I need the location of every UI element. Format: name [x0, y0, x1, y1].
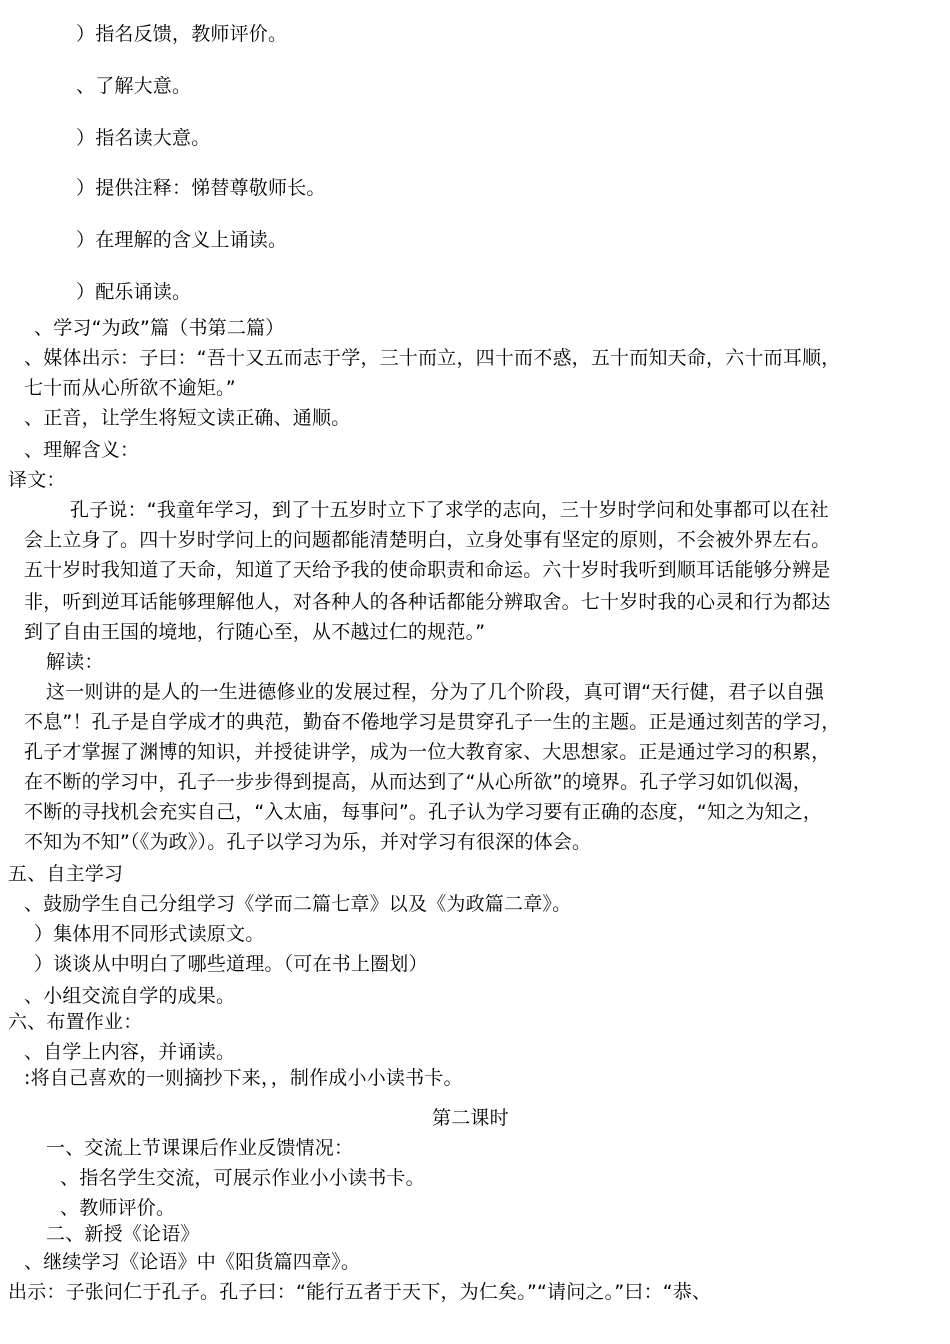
text-line: 孔子说：“我童年学习，到了十五岁时立下了求学的志向，三十岁时学问和处事都可以在社	[70, 499, 829, 521]
text-line: 、教师评价。	[60, 1197, 176, 1219]
text-line: ）指名读大意。	[76, 127, 211, 149]
section-heading: 一、交流上节课课后作业反馈情况：	[46, 1137, 354, 1159]
text-line: 在不断的学习中，孔子一步步得到提高，从而达到了“从心所欲”的境界。孔子学习如饥似渴，	[24, 771, 813, 793]
text-line: ）提供注释：悌替尊敬师长。	[76, 177, 326, 199]
text-line: 五十岁时我知道了天命，知道了天给予我的使命职责和命运。六十岁时我听到顺耳话能够分辨是	[24, 559, 831, 581]
text-line: 会上立身了。四十岁时学问上的问题都能清楚明白，立身处事有坚定的原则，不会被外界左右。	[24, 529, 831, 551]
text-line: 、正音，让学生将短文读正确、通顺。	[24, 407, 351, 429]
section-heading: 二、新授《论语》	[46, 1223, 200, 1245]
text-line: 不断的寻找机会充实自己，“入太庙，每事问”。孔子认为学习要有正确的态度，“知之为知之，	[24, 801, 823, 823]
text-line: 、小组交流自学的成果。	[24, 985, 236, 1007]
text-line: 、了解大意。	[76, 75, 192, 97]
text-line: 解读：	[46, 651, 104, 673]
text-line: 、指名学生交流，可展示作业小小读书卡。	[60, 1167, 425, 1189]
text-line: 、自学上内容，并诵读。	[24, 1041, 236, 1063]
text-line: ）集体用不同形式读原文。	[34, 923, 265, 945]
lesson-title: 第二课时	[432, 1107, 509, 1129]
text-line: 孔子才掌握了渊博的知识，并授徒讲学，成为一位大教育家、大思想家。正是通过学习的积累，	[24, 741, 831, 763]
text-line: 、继续学习《论语》中《阳货篇四章》。	[24, 1251, 361, 1273]
text-line: 、学习“为政”篇（书第二篇）	[34, 317, 285, 339]
text-line: ）谈谈从中明白了哪些道理。（可在书上圈划）	[34, 953, 428, 975]
text-line: 不知为不知”（《为政》）。孔子以学习为乐，并对学习有很深的体会。	[24, 831, 592, 853]
text-line: 到了自由王国的境地，行随心至，从不越过仁的规范。”	[24, 621, 486, 643]
text-line: 出示：子张问仁于孔子。孔子曰：“能行五者于天下，为仁矣。”“请问之。”曰：“恭、	[8, 1281, 712, 1303]
text-line: 这一则讲的是人的一生进德修业的发展过程，分为了几个阶段，真可谓“天行健，君子以自强	[46, 681, 825, 703]
text-line: :将自己喜欢的一则摘抄下来，，制作成小小读书卡。	[24, 1067, 463, 1089]
section-heading: 五、自主学习	[8, 863, 124, 885]
text-line: 非，听到逆耳话能够理解他人，对各种人的各种话都能分辨取舍。七十岁时我的心灵和行为都达	[24, 591, 831, 613]
section-heading: 六、布置作业：	[8, 1011, 143, 1033]
text-line: 、媒体出示：子曰：“吾十又五而志于学，三十而立，四十而不惑，五十而知天命，六十而耳顺，	[24, 347, 841, 369]
text-line: 七十而从心所欲不逾矩。”	[24, 377, 236, 399]
text-line: 不息”！孔子是自学成才的典范，勤奋不倦地学习是贯穿孔子一生的主题。正是通过刻苦的学习，	[24, 711, 841, 733]
text-line: ）在理解的含义上诵读。	[76, 229, 288, 251]
text-line: 、理解含义：	[24, 439, 140, 461]
text-line: ）指名反馈，教师评价。	[76, 23, 288, 45]
text-line: ）配乐诵读。	[76, 281, 192, 303]
text-line: 译文：	[8, 469, 66, 491]
text-line: 、鼓励学生自己分组学习《学而二篇七章》以及《为政篇二章》。	[24, 893, 572, 915]
